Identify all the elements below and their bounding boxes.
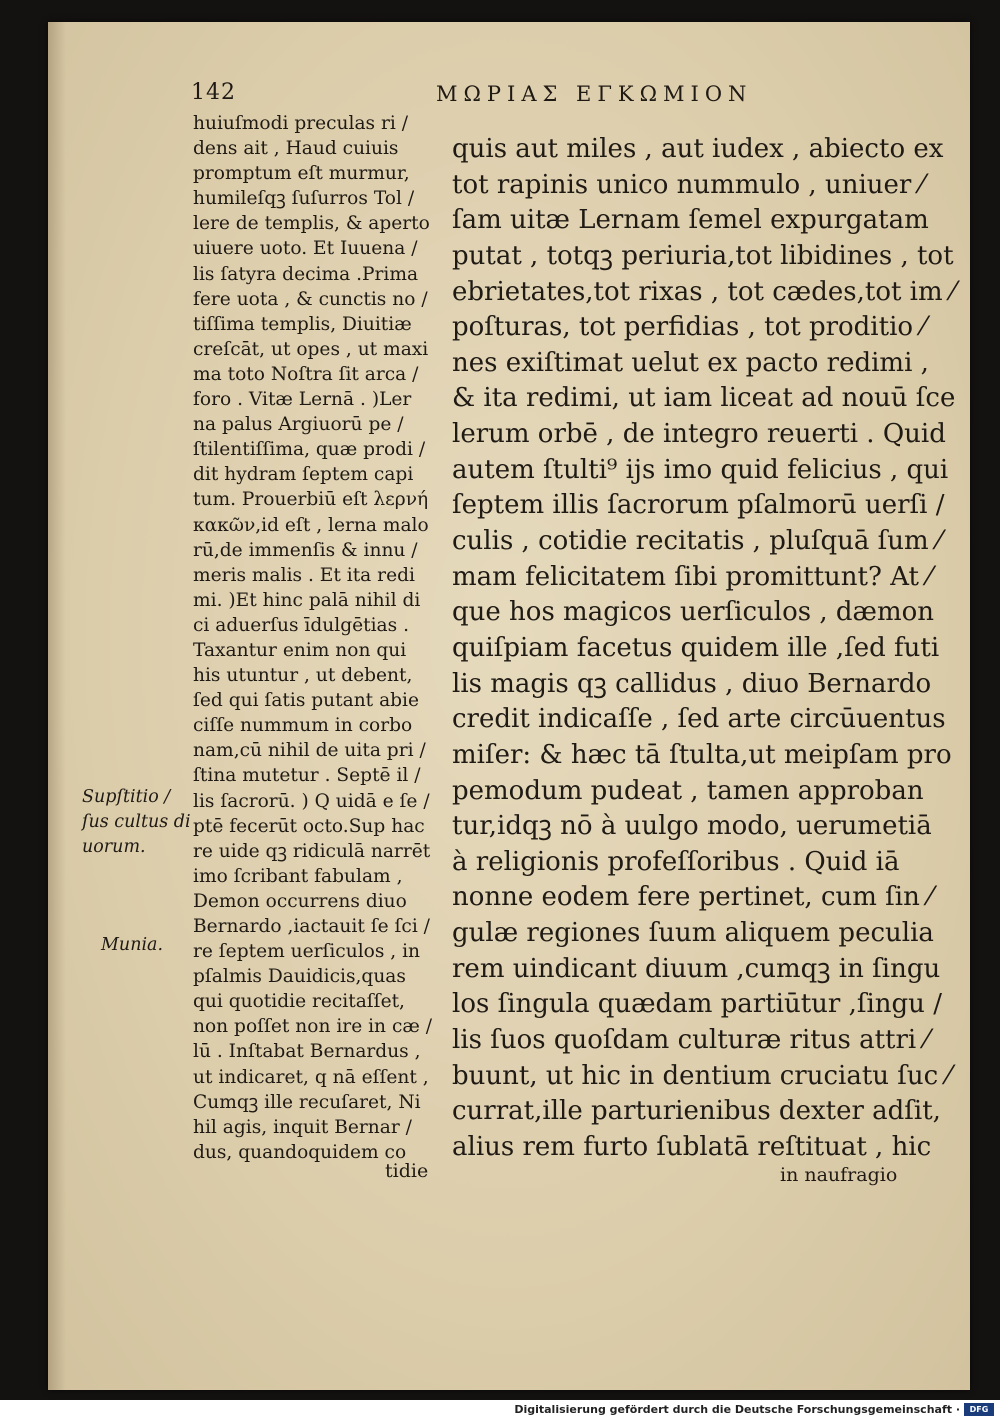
main-text-line: currat,ille parturienibus dexter adſit, (452, 1096, 941, 1127)
main-text-line: autem ſtulti⁹ ijs imo quid felicius , qui (452, 454, 949, 485)
main-text-line: nes exiſtimat uelut ex pacto redimi , (452, 347, 929, 378)
main-text-line: ſam uitæ Lernam ſemel expurgatam (452, 205, 929, 236)
commentary-catchword: tidie (385, 1160, 429, 1182)
commentary-line: pſalmis Dauidicis,quas (193, 966, 406, 988)
commentary-line: Demon occurrens diuo (193, 890, 407, 912)
main-text-line: & ita redimi, ut iam liceat ad nouū ſce (452, 383, 956, 414)
commentary-line: ciſſe nummum in corbo (193, 715, 413, 737)
commentary-line: dens ait , Haud cuiuis (193, 138, 399, 160)
marginal-note-line: Supſtitio / (82, 787, 171, 807)
commentary-line: ci aduerſus īdulgētias . (193, 614, 409, 636)
commentary-line: lū . Inſtabat Bernardus , (193, 1041, 421, 1063)
main-text-line: lis magis qꝫ callidus , diuo Bernardo (452, 668, 932, 699)
main-text-line: quis aut miles , aut iudex , abiecto ex (452, 134, 944, 164)
main-text-line: lis ſuos quoſdam culturæ ritus attri ⁄ (452, 1025, 929, 1056)
running-head: ΜΩΡΙΑΣ ΕΓΚΩΜΙΟΝ (436, 82, 753, 106)
main-text-line: lerum orbē , de integro reuerti . Quid (452, 419, 946, 450)
main-text-line: alius rem furto ſublatā reſtituat , hic (452, 1131, 932, 1162)
commentary-line: meris malis . Et ita redi (193, 564, 415, 586)
main-text-line: los ſingula quædam partiūtur ,ſingu / (452, 989, 942, 1020)
commentary-line: his utuntur , ut debent, (193, 665, 413, 687)
commentary-line: nam,cū nihil de uita pri / (193, 740, 426, 762)
main-text-line: miſer: & hæc tā ſtulta,ut meipſam pro (452, 739, 952, 770)
marginal-note-superstition (82, 785, 191, 860)
commentary-line: huiuſmodi preculas ri / (193, 113, 409, 134)
main-text-line: rem uindicant diuum ,cumqꝫ in ſingu (452, 953, 941, 984)
commentary-line: fere uota , & cunctis no / (193, 288, 428, 310)
page-gutter-shadow (48, 22, 66, 1390)
commentary-line: rū,de immenſis & innu / (193, 539, 418, 561)
commentary-line: qui quotidie recitaſſet, (193, 991, 405, 1013)
commentary-line: Bernardo ,iactauit ſe ſci / (193, 916, 430, 937)
marginal-note-line: uorum. (82, 837, 146, 857)
marginal-note-line: Munia. (101, 935, 164, 955)
main-text-line: culis , cotidie recitatis , pluſquā ſum ⁄ (452, 526, 942, 557)
commentary-line: ſtina mutetur . Septē il / (193, 765, 421, 787)
main-text-column (452, 132, 956, 1166)
commentary-line: promptum eſt murmur, (193, 163, 410, 185)
main-text-line: pemodum pudeat , tamen approban (452, 775, 924, 806)
main-text-line: tur,idqꝫ nō à uulgo modo, uerumetiā (452, 811, 932, 842)
main-text-line: buunt, ut hic in dentium cruciatu ſuc ⁄ (452, 1060, 951, 1091)
commentary-line: humileſqꝫ ſuſurros Tol / (193, 188, 415, 210)
commentary-line: κακῶν,id eſt , lerna malo (193, 514, 429, 536)
footer-bar (0, 1400, 1000, 1420)
commentary-line: ſtilentiſſima, quæ prodi / (193, 439, 426, 461)
commentary-line: lis ſacrorū. ) Q uidā e ſe / (193, 790, 430, 812)
commentary-line: hil agis, inquit Bernar / (193, 1116, 412, 1138)
main-text-line: putat , totqꝫ periuria,tot libidines , tot (452, 240, 954, 271)
main-text-line: mam felicitatem ſibi promittunt? At ⁄ (452, 561, 932, 592)
commentary-line: ma toto Noſtra ſit arca / (193, 363, 419, 385)
main-text-line: ebrietates,tot rixas , tot cædes,tot im ⁄ (452, 276, 956, 307)
main-text-line: nonne eodem fere pertinet, cum ſin ⁄ (452, 882, 933, 913)
commentary-line: tiſſima templis, Diuitiæ (193, 313, 412, 335)
commentary-line: na palus Argiuorū pe / (193, 414, 404, 436)
commentary-line: uiuere uoto. Et Iuuena / (193, 238, 418, 260)
main-text-line: à religionis profeſſoribus . Quid iā (452, 846, 900, 877)
commentary-line: dit hydram ſeptem capi (193, 464, 414, 486)
commentary-line: Cumqꝫ ille recuſaret, Ni (193, 1091, 421, 1113)
main-text-line: ſeptem illis ſacrorum pſalmorū uerſi / (452, 490, 945, 521)
page-number: 142 (191, 80, 236, 105)
commentary-column (193, 111, 455, 1165)
main-text-line: tot rapinis unico nummulo , uniuer ⁄ (452, 169, 924, 200)
commentary-line: ut indicaret, q nā eſſent , (193, 1066, 429, 1088)
main-catchword: in naufragio (780, 1164, 898, 1186)
main-text-line: gulæ regiones ſuum aliquem peculia (452, 918, 934, 949)
commentary-line: re uide qꝫ ridiculā narrēt (193, 840, 431, 862)
commentary-line: tum. Prouerbiū eſt λερνή (193, 489, 429, 511)
footer-credit: Digitalisierung gefördert durch die Deutsche Forschungsgemeinschaft · (514, 1403, 960, 1416)
commentary-line: re ſeptem uerſiculos , in (193, 941, 421, 963)
commentary-line: dus, quandoquidem co (193, 1141, 407, 1163)
commentary-line: non poſſet non ire in cæ / (193, 1016, 433, 1038)
marginal-note-munia (101, 933, 163, 958)
main-text-line: que hos magicos uerſiculos , dæmon (452, 597, 935, 628)
commentary-line: ſed qui ſatis putant abie (193, 690, 420, 712)
main-text-line: credit indicaſſe , ſed arte circūuentus (452, 704, 946, 735)
marginal-note-line: ſus cultus di (82, 812, 191, 832)
dfg-logo: DFG (964, 1403, 994, 1416)
commentary-line: imo ſcribant fabulam , (193, 865, 403, 887)
commentary-line: foro . Vitæ Lernā . )Ler (193, 389, 412, 411)
commentary-line: ptē fecerūt octo.Sup hac (193, 815, 425, 837)
main-text-line: poſturas, tot perfidias , tot proditio ⁄ (452, 312, 926, 343)
commentary-line: Taxantur enim non qui (193, 639, 407, 661)
commentary-line: lis ſatyra decima .Prima (193, 263, 419, 285)
commentary-line: creſcāt, ut opes , ut maxi (193, 338, 429, 360)
commentary-line: lere de templis, & aperto (193, 213, 430, 235)
commentary-line: mi. )Et hinc palā nihil di (193, 589, 421, 611)
main-text-line: quiſpiam facetus quidem ille ,ſed futi (452, 632, 940, 663)
